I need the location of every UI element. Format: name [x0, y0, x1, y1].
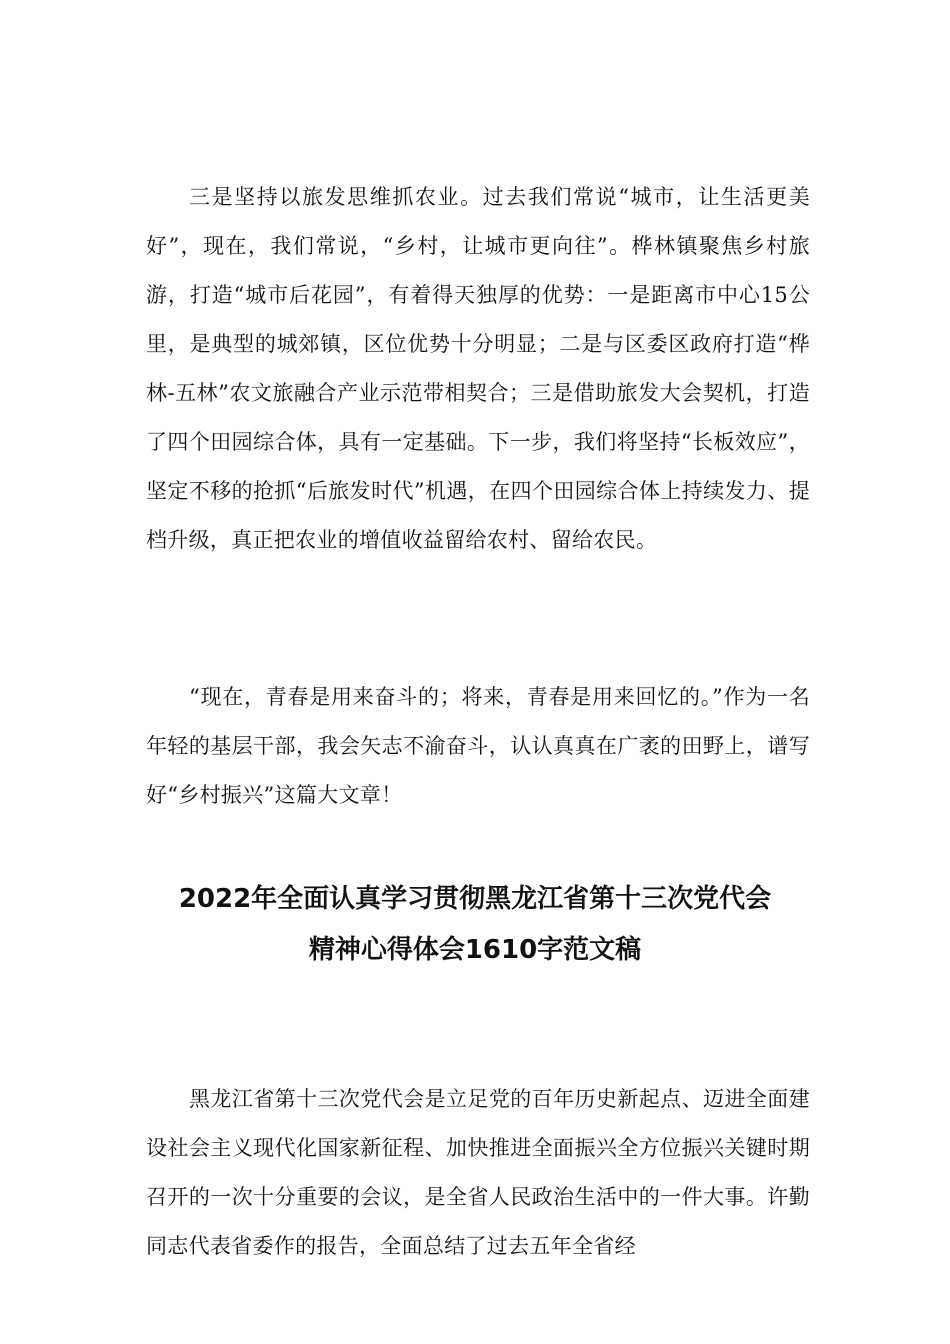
- article-title-line: 精神心得体会1610字范文稿: [308, 935, 642, 965]
- body-paragraph: 黑龙江省第十三次党代会是立足党的百年历史新起点、迈进全面建设社会主义现代化国家新征程、加快推进全面振兴全方位振兴关键时期召开的一次十分重要的会议，是全省人民政治生活中的一件大事。许勤同志代表省委作的报告，全面总结了过去五年全省经: [146, 1087, 810, 1258]
- article-title: [120, 874, 830, 976]
- body-paragraph: “现在，青春是用来奋斗的；将来，青春是用来回忆的。”作为一名年轻的基层干部，我会矢志不渝奋斗，认认真真在广袤的田野上，谱写好“乡村振兴”这篇大文章！: [146, 685, 810, 807]
- article-title-line: 2022年全面认真学习贯彻黑龙江省第十三次党代会: [178, 884, 772, 914]
- body-paragraph: 三是坚持以旅发思维抓农业。过去我们常说“城市，让生活更美好”，现在，我们常说，“乡村，让城市更向往”。桦林镇聚焦乡村旅游，打造“城市后花园”，有着得天独厚的优势：一是距离市中心15公里，是典型的城郊镇，区位优势十分明显；二是与区委区政府打造“桦林-五林”农文旅融合产业示范带相契合；三是借助旅发大会契机，打造了四个田园综合体，具有一定基础。下一步，我们将坚持“长板效应”，坚定不移的抢抓“后旅发时代”机遇，在四个田园综合体上持续发力、提档升级，真正把农业的增值收益留给农村、留给农民。: [146, 185, 810, 552]
